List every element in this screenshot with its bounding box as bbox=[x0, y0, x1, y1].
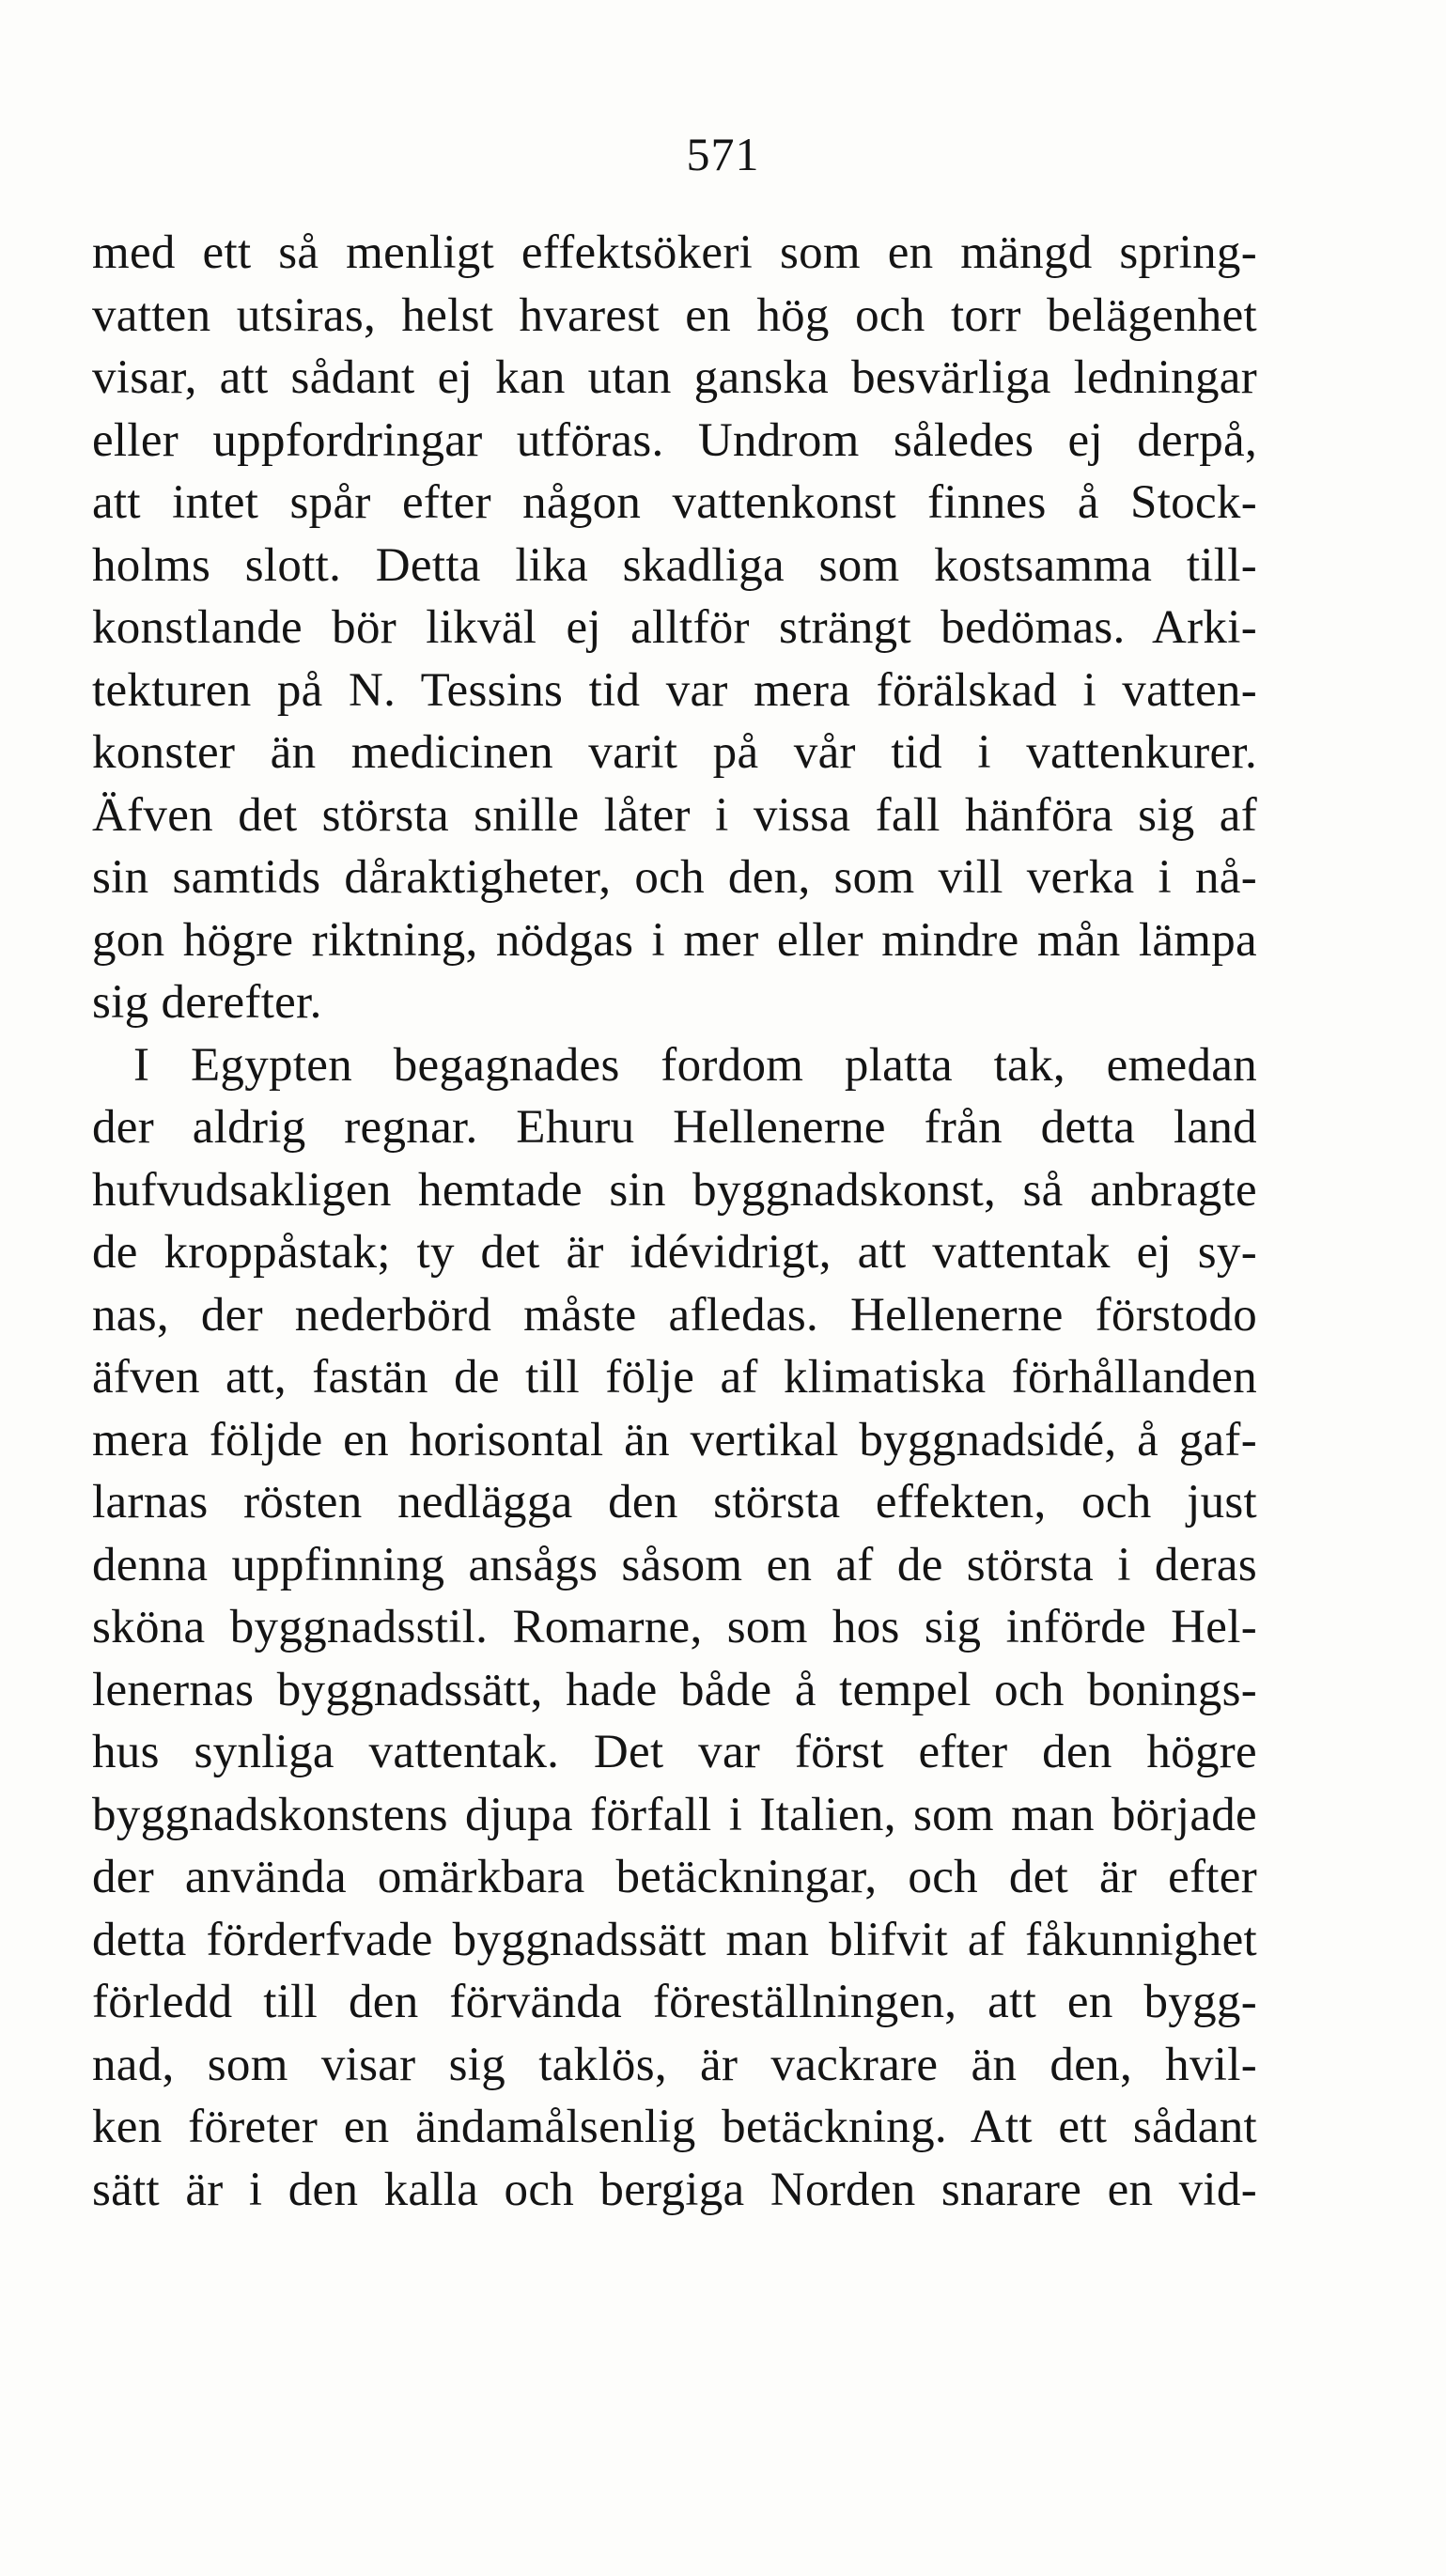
text-line: de kroppåstak; ty det är idévidrigt, att vattentak ej sy- bbox=[92, 1226, 1257, 1279]
text-line: att intet spår efter någon vattenkonst finnes å Stock- bbox=[92, 476, 1257, 529]
text-line: holms slott. Detta lika skadliga som kostsamma till- bbox=[92, 538, 1257, 592]
text-line: sin samtids dåraktigheter, och den, som vill verka i nå- bbox=[92, 851, 1257, 904]
text-line: byggnadskonstens djupa förfall i Italien, som man började bbox=[92, 1788, 1257, 1841]
text-line: hufvudsakligen hemtade sin byggnadskonst, så anbragte bbox=[92, 1163, 1257, 1217]
text-line: mera följde en horisontal än vertikal byggnadsidé, å gaf- bbox=[92, 1413, 1257, 1466]
text-line: visar, att sådant ej kan utan ganska besvärliga ledningar bbox=[92, 351, 1257, 404]
paragraph-end-line: sig derefter. bbox=[92, 976, 322, 1029]
text-line: gon högre riktning, nödgas i mer eller mindre mån lämpa bbox=[92, 913, 1257, 967]
text-line: larnas rösten nedlägga den största effekten, och just bbox=[92, 1476, 1257, 1529]
text-line: konstlande bör likväl ej alltför strängt bedömas. Arki- bbox=[92, 601, 1257, 654]
body-text bbox=[92, 222, 1257, 2221]
text-line: Äfven det största snille låter i vissa fall hänföra sig af bbox=[92, 788, 1257, 842]
text-line: förledd till den förvända föreställningen, att en bygg- bbox=[92, 1976, 1257, 2028]
page-number: 571 bbox=[686, 128, 760, 180]
text-line: äfven att, fastän de till följe af klimatiska förhållanden bbox=[92, 1351, 1257, 1404]
text-line: nas, der nederbörd måste afledas. Hellenerne förstodo bbox=[92, 1288, 1257, 1342]
text-line: eller uppfordringar utföras. Undrom således ej derpå, bbox=[92, 413, 1257, 467]
text-line: sätt är i den kalla och bergiga Norden snarare en vid- bbox=[92, 2163, 1257, 2216]
text-line: vatten utsiras, helst hvarest en hög och torr belägenhet bbox=[92, 288, 1257, 342]
text-line: ken företer en ändamålsenlig betäckning. Att ett sådant bbox=[92, 2101, 1257, 2153]
text-line: nad, som visar sig taklös, är vackrare än den, hvil- bbox=[92, 2038, 1257, 2091]
text-line: der använda omärkbara betäckningar, och det är efter bbox=[92, 1851, 1257, 1903]
text-line: sköna byggnadsstil. Romarne, som hos sig införde Hel- bbox=[92, 1601, 1257, 1653]
text-line: konster än medicinen varit på vår tid i vattenkurer. bbox=[92, 726, 1257, 779]
text-line: detta förderfvade byggnadssätt man blifvit af fåkunnighet bbox=[92, 1913, 1257, 1966]
text-line: denna uppfinning ansågs såsom en af de största i deras bbox=[92, 1538, 1257, 1591]
text-line: tekturen på N. Tessins tid var mera förälskad i vatten- bbox=[92, 663, 1257, 717]
text-line: lenernas byggnadssätt, hade både å tempel och bonings- bbox=[92, 1663, 1257, 1716]
text-line: der aldrig regnar. Ehuru Hellenerne från detta land bbox=[92, 1101, 1257, 1154]
paragraph-start-line: I Egypten begagnades fordom platta tak, emedan bbox=[133, 1038, 1257, 1092]
text-line: med ett så menligt effektsökeri som en mängd spring- bbox=[92, 226, 1257, 279]
text-line: hus synliga vattentak. Det var först efter den högre bbox=[92, 1726, 1257, 1778]
